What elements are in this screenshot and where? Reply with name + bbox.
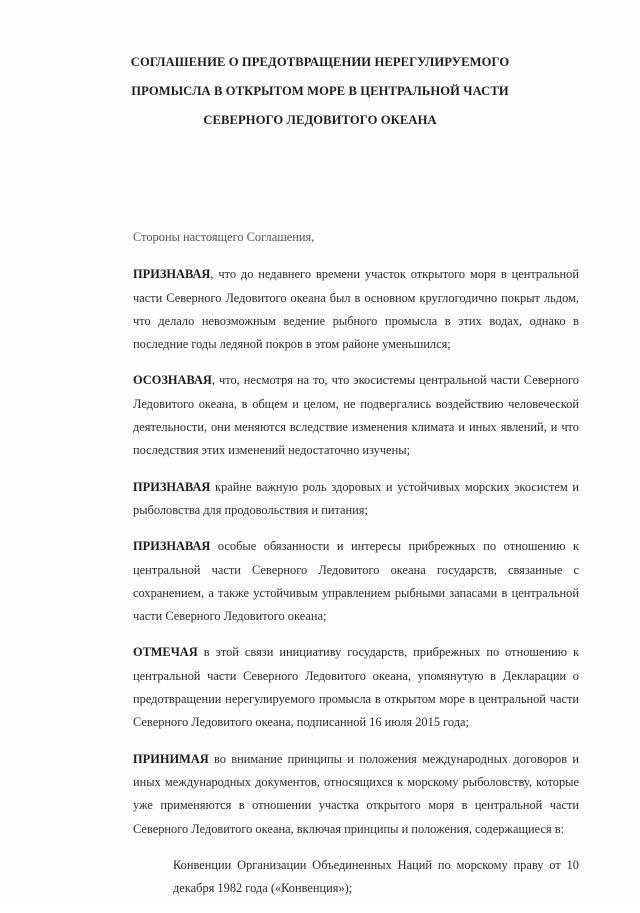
title-line-3: СЕВЕРНОГО ЛЕДОВИТОГО ОКЕАНА: [203, 113, 437, 127]
title-line-2: ПРОМЫСЛА В ОТКРЫТОМ МОРЕ В ЦЕНТРАЛЬНОЙ ЧАСТИ: [131, 84, 509, 98]
preamble: Стороны настоящего Соглашения,: [133, 230, 315, 244]
document-body: [133, 226, 579, 913]
paragraph-text: , что до недавнего времени участок открытого моря в центральной части Северного Ледовитого океана был в основном круглогодично покрыт льдом, что делало невозможным ведение рыбного промысла в этих водах, однако в последние годы ледяной покров в этом районе уменьшился;: [133, 267, 579, 352]
paragraph-text: во внимание принципы и положения международных договоров и иных международных документов, относящихся к морскому рыболовству, которые уже применяются в отношении участка открытого моря в центральной части Северного Ледовитого океана, включая принципы и положения, содержащиеся в:: [133, 751, 579, 836]
paragraph-taking-into-account: [133, 748, 579, 841]
paragraph-keyword: ПРИЗНАВАЯ: [133, 479, 211, 494]
title-line-1: СОГЛАШЕНИЕ О ПРЕДОТВРАЩЕНИИ НЕРЕГУЛИРУЕМОГО: [130, 55, 510, 69]
paragraph-noting-declaration: [133, 641, 579, 734]
paragraph-keyword: ОСОЗНАВАЯ: [133, 373, 212, 388]
paragraph-keyword: ОТМЕЧАЯ: [133, 645, 198, 660]
paragraph-keyword: ПРИЗНАВАЯ: [133, 267, 211, 282]
paragraph-recognizing-food: [133, 476, 579, 523]
paragraph-recognizing-ice: [133, 263, 579, 356]
paragraph-realizing-ecosystems: [133, 369, 579, 462]
paragraph-keyword: ПРИНИМАЯ: [133, 751, 209, 766]
indented-item-convention: Конвенции Организации Объединенных Наций по морскому праву от 10 декабря 1982 года («Конвенция»);: [173, 857, 579, 896]
paragraph-text: , что, несмотря на то, что экосистемы центральной части Северного Ледовитого океана, в общем и целом, не подвергались воздействию человеческой деятельности, они меняются вследствие изменения климата и иных явлений, и что последствия этих изменений недостаточно изучены;: [133, 373, 579, 458]
paragraph-keyword: ПРИЗНАВАЯ: [133, 539, 211, 554]
paragraph-text: особые обязанности и интересы прибрежных по отношению к центральной части Северного Ледовитого океана государств, связанные с сохранением, а также устойчивым управлением рыбными запасами в центральной части Северного Ледовитого океана;: [133, 539, 579, 624]
paragraph-text: в этой связи инициативу государств, прибрежных по отношению к центральной части Северного Ледовитого океана, упомянутую в Декларации о предотвращении нерегулируемого промысла в открытом море в центральной части Северного Ледовитого океана, подписанной 16 июля 2015 года;: [133, 645, 579, 730]
paragraph-text: крайне важную роль здоровых и устойчивых морских экосистем и рыболовства для продовольствия и питания;: [133, 479, 579, 517]
document-title: [90, 48, 550, 135]
paragraph-recognizing-coastal-states: [133, 535, 579, 628]
